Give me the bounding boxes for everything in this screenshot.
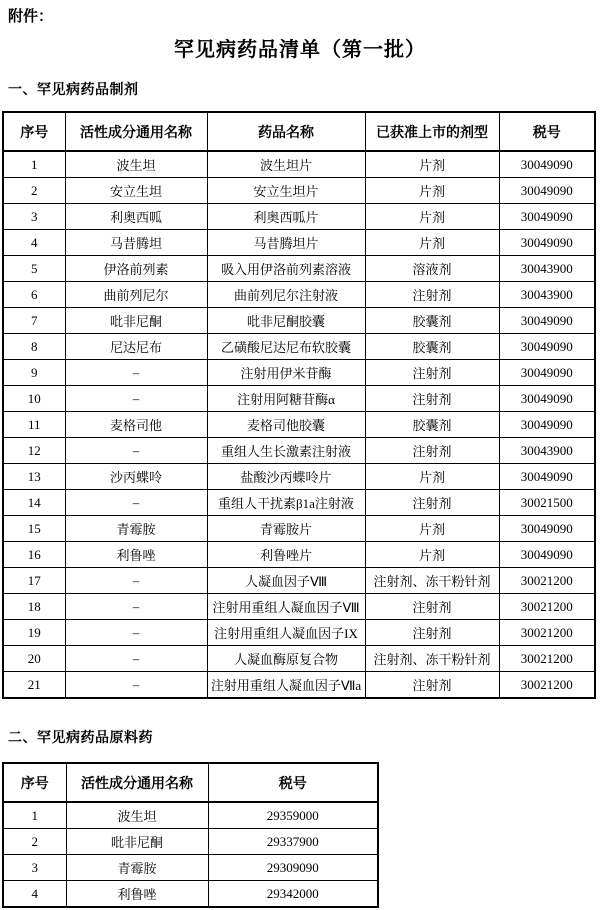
- page-title: 罕见病药品清单（第一批）: [174, 39, 426, 61]
- table-cell: 1: [3, 802, 66, 829]
- table-cell: 30049090: [499, 360, 595, 386]
- table-cell: 青霉胺: [65, 516, 207, 542]
- column-header: 序号: [3, 763, 66, 802]
- table-cell: 胶囊剂: [365, 308, 499, 334]
- table-cell: 13: [3, 464, 65, 490]
- column-header: 活性成分通用名称: [65, 112, 207, 151]
- table-cell: 2: [3, 829, 66, 855]
- table-cell: 6: [3, 282, 65, 308]
- table-cell: 片剂: [365, 178, 499, 204]
- table-cell: 注射用重组人凝血因子Ⅶa: [207, 672, 365, 699]
- table-cell: 注射剂: [365, 594, 499, 620]
- table-cell: 青霉胺: [66, 855, 208, 881]
- table-cell: 14: [3, 490, 65, 516]
- table-cell: 注射剂: [365, 490, 499, 516]
- table-cell: 2: [3, 178, 65, 204]
- table-cell: 8: [3, 334, 65, 360]
- table-cell: –: [65, 568, 207, 594]
- table-cell: 尼达尼布: [65, 334, 207, 360]
- table-cell: 30043900: [499, 256, 595, 282]
- table-cell: 溶液剂: [365, 256, 499, 282]
- table-cell: 注射用伊米苷酶: [207, 360, 365, 386]
- table-header-row: [3, 112, 595, 151]
- table-cell: 3: [3, 855, 66, 881]
- table-cell: 5: [3, 256, 65, 282]
- table-cell: 伊洛前列素: [65, 256, 207, 282]
- table-cell: 29309090: [208, 855, 378, 881]
- table-cell: 15: [3, 516, 65, 542]
- table-cell: 注射用重组人凝血因子IX: [207, 620, 365, 646]
- table-cell: 30021200: [499, 594, 595, 620]
- table-cell: 波生坦: [65, 151, 207, 178]
- table-cell: 利鲁唑片: [207, 542, 365, 568]
- table-cell: –: [65, 672, 207, 699]
- table-cell: 30021200: [499, 672, 595, 699]
- column-header: 税号: [499, 112, 595, 151]
- table-cell: 30043900: [499, 438, 595, 464]
- table-cell: 注射剂: [365, 438, 499, 464]
- table-cell: 16: [3, 542, 65, 568]
- table-cell: 19: [3, 620, 65, 646]
- table-cell: 30049090: [499, 230, 595, 256]
- column-header: 活性成分通用名称: [66, 763, 208, 802]
- table-cell: 重组人生长激素注射液: [207, 438, 365, 464]
- table-cell: 马昔腾坦片: [207, 230, 365, 256]
- table-cell: 注射剂: [365, 282, 499, 308]
- table-cell: 注射剂: [365, 620, 499, 646]
- table-cell: 注射用重组人凝血因子Ⅷ: [207, 594, 365, 620]
- table-cell: 安立生坦: [65, 178, 207, 204]
- table-cell: 注射剂、冻干粉针剂: [365, 568, 499, 594]
- table-row: [3, 464, 595, 490]
- table-cell: 30049090: [499, 516, 595, 542]
- table-cell: 30049090: [499, 204, 595, 230]
- table-cell: 30049090: [499, 308, 595, 334]
- table-cell: 片剂: [365, 516, 499, 542]
- table-cell: 17: [3, 568, 65, 594]
- table-cell: 曲前列尼尔注射液: [207, 282, 365, 308]
- table-row: [3, 516, 595, 542]
- table-cell: 11: [3, 412, 65, 438]
- table-cell: 波生坦片: [207, 151, 365, 178]
- table-cell: 片剂: [365, 204, 499, 230]
- table-row: [3, 881, 378, 908]
- table-cell: 波生坦: [66, 802, 208, 829]
- table-row: [3, 594, 595, 620]
- table-cell: 青霉胺片: [207, 516, 365, 542]
- table-row: [3, 178, 595, 204]
- table-cell: 片剂: [365, 542, 499, 568]
- table-cell: 4: [3, 230, 65, 256]
- attachment-label: 附件：: [8, 8, 54, 25]
- table-cell: 30049090: [499, 412, 595, 438]
- column-header: 序号: [3, 112, 65, 151]
- table-cell: 30049090: [499, 464, 595, 490]
- table-cell: 利奥西呱片: [207, 204, 365, 230]
- table-cell: –: [65, 438, 207, 464]
- table-cell: 30043900: [499, 282, 595, 308]
- table-cell: 29359000: [208, 802, 378, 829]
- table-row: [3, 490, 595, 516]
- table-row: [3, 334, 595, 360]
- table-cell: 吡非尼酮: [65, 308, 207, 334]
- table-cell: 胶囊剂: [365, 334, 499, 360]
- rare-disease-api-table: [2, 762, 379, 908]
- table-cell: 12: [3, 438, 65, 464]
- table-cell: 吡非尼酮胶囊: [207, 308, 365, 334]
- table-cell: –: [65, 386, 207, 412]
- column-header: 税号: [208, 763, 378, 802]
- table-cell: 3: [3, 204, 65, 230]
- section-heading-apis: 二、罕见病药品原料药: [8, 729, 153, 745]
- table-cell: 利鲁唑: [65, 542, 207, 568]
- table-row: [3, 829, 378, 855]
- table-cell: 利鲁唑: [66, 881, 208, 908]
- table-cell: 安立生坦片: [207, 178, 365, 204]
- table-cell: –: [65, 594, 207, 620]
- table-cell: 片剂: [365, 230, 499, 256]
- table-cell: 注射剂: [365, 672, 499, 699]
- table-row: [3, 412, 595, 438]
- table-cell: 人凝血因子Ⅷ: [207, 568, 365, 594]
- table-row: [3, 360, 595, 386]
- table-row: [3, 151, 595, 178]
- table-cell: 29337900: [208, 829, 378, 855]
- table-cell: 9: [3, 360, 65, 386]
- table-cell: 人凝血酶原复合物: [207, 646, 365, 672]
- table-row: [3, 204, 595, 230]
- table-row: [3, 646, 595, 672]
- table-cell: 10: [3, 386, 65, 412]
- table-cell: –: [65, 646, 207, 672]
- table-cell: 曲前列尼尔: [65, 282, 207, 308]
- column-header: 药品名称: [207, 112, 365, 151]
- table-cell: 30021200: [499, 620, 595, 646]
- section-heading-preparations: 一、罕见病药品制剂: [8, 81, 139, 97]
- table-cell: 重组人干扰素β1a注射液: [207, 490, 365, 516]
- table-cell: 21: [3, 672, 65, 699]
- table-cell: –: [65, 490, 207, 516]
- table-cell: 4: [3, 881, 66, 908]
- table-row: [3, 256, 595, 282]
- table-cell: 30021200: [499, 646, 595, 672]
- table-cell: –: [65, 620, 207, 646]
- table-cell: 30049090: [499, 178, 595, 204]
- table-row: [3, 620, 595, 646]
- table-cell: 18: [3, 594, 65, 620]
- table-row: [3, 230, 595, 256]
- table-cell: 20: [3, 646, 65, 672]
- table-cell: –: [65, 360, 207, 386]
- table-row: [3, 308, 595, 334]
- table-cell: 乙磺酸尼达尼布软胶囊: [207, 334, 365, 360]
- table-cell: 麦格司他胶囊: [207, 412, 365, 438]
- table-row: [3, 386, 595, 412]
- table-cell: 30021200: [499, 568, 595, 594]
- table-cell: 麦格司他: [65, 412, 207, 438]
- table-cell: 29342000: [208, 881, 378, 908]
- table-cell: 7: [3, 308, 65, 334]
- table-cell: 30049090: [499, 334, 595, 360]
- table-cell: 利奥西呱: [65, 204, 207, 230]
- table-row: [3, 568, 595, 594]
- table-cell: 马昔腾坦: [65, 230, 207, 256]
- table-cell: 注射剂、冻干粉针剂: [365, 646, 499, 672]
- table-cell: 1: [3, 151, 65, 178]
- table-row: [3, 855, 378, 881]
- column-header: 已获准上市的剂型: [365, 112, 499, 151]
- table-cell: 30021500: [499, 490, 595, 516]
- rare-disease-preparations-table: [2, 111, 596, 699]
- table-cell: 注射用阿糖苷酶α: [207, 386, 365, 412]
- table-row: [3, 438, 595, 464]
- table-cell: 盐酸沙丙蝶呤片: [207, 464, 365, 490]
- table-row: [3, 802, 378, 829]
- table-cell: 吡非尼酮: [66, 829, 208, 855]
- table-cell: 胶囊剂: [365, 412, 499, 438]
- table-row: [3, 672, 595, 699]
- table-cell: 片剂: [365, 464, 499, 490]
- table-row: [3, 542, 595, 568]
- table-cell: 注射剂: [365, 386, 499, 412]
- table-cell: 30049090: [499, 542, 595, 568]
- table-cell: 沙丙蝶呤: [65, 464, 207, 490]
- table-cell: 片剂: [365, 151, 499, 178]
- table-row: [3, 282, 595, 308]
- table-cell: 30049090: [499, 386, 595, 412]
- table-header-row: [3, 763, 378, 802]
- table-cell: 吸入用伊洛前列素溶液: [207, 256, 365, 282]
- table-cell: 30049090: [499, 151, 595, 178]
- table-cell: 注射剂: [365, 360, 499, 386]
